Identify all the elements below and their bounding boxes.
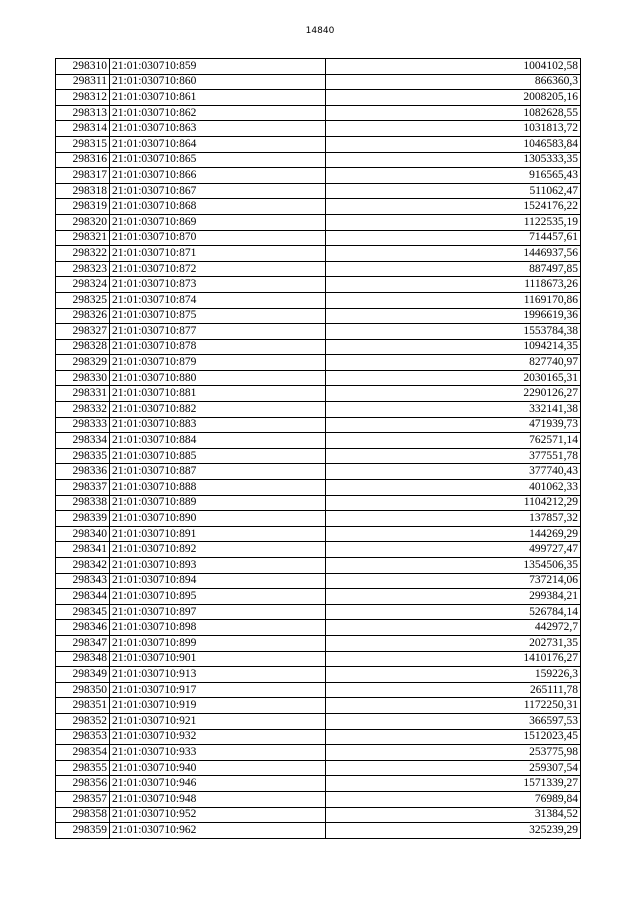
cadastral-value-cell: 1169170,86: [326, 292, 581, 308]
row-number-cell: 298332: [56, 402, 110, 418]
cadastral-value-cell: 511062,47: [326, 183, 581, 199]
table-row: [56, 480, 581, 496]
row-number-cell: 298346: [56, 620, 110, 636]
cadastral-value-cell: 144269,29: [326, 526, 581, 542]
table-row: [56, 59, 581, 75]
cadastral-number-cell: 21:01:030710:890: [110, 511, 326, 527]
table-row: [56, 105, 581, 121]
table-row: [56, 386, 581, 402]
row-number-cell: 298316: [56, 152, 110, 168]
row-number-cell: 298344: [56, 589, 110, 605]
table-row: [56, 277, 581, 293]
cadastral-number-cell: 21:01:030710:921: [110, 713, 326, 729]
cadastral-number-cell: 21:01:030710:897: [110, 604, 326, 620]
cadastral-number-cell: 21:01:030710:878: [110, 339, 326, 355]
cadastral-number-cell: 21:01:030710:871: [110, 246, 326, 262]
table-row: [56, 183, 581, 199]
table-row: [56, 464, 581, 480]
cadastral-value-cell: 1004102,58: [326, 59, 581, 75]
table-row: [56, 136, 581, 152]
cadastral-value-cell: 916565,43: [326, 168, 581, 184]
cadastral-number-cell: 21:01:030710:867: [110, 183, 326, 199]
cadastral-number-cell: 21:01:030710:946: [110, 776, 326, 792]
table-row: [56, 682, 581, 698]
cadastral-value-cell: 866360,3: [326, 74, 581, 90]
cadastral-number-cell: 21:01:030710:865: [110, 152, 326, 168]
cadastral-number-cell: 21:01:030710:884: [110, 433, 326, 449]
row-number-cell: 298329: [56, 355, 110, 371]
row-number-cell: 298330: [56, 370, 110, 386]
cadastral-value-cell: 1512023,45: [326, 729, 581, 745]
cadastral-value-cell: 2008205,16: [326, 90, 581, 106]
cadastral-value-cell: 526784,14: [326, 604, 581, 620]
row-number-cell: 298341: [56, 542, 110, 558]
cadastral-value-cell: 76989,84: [326, 791, 581, 807]
row-number-cell: 298342: [56, 558, 110, 574]
cadastral-value-cell: 202731,35: [326, 635, 581, 651]
row-number-cell: 298324: [56, 277, 110, 293]
cadastral-value-cell: 827740,97: [326, 355, 581, 371]
cadastral-value-cell: 471939,73: [326, 417, 581, 433]
cadastral-value-cell: 499727,47: [326, 542, 581, 558]
cadastral-number-cell: 21:01:030710:892: [110, 542, 326, 558]
table-row: [56, 246, 581, 262]
cadastral-value-cell: 259307,54: [326, 760, 581, 776]
cadastral-value-cell: 1118673,26: [326, 277, 581, 293]
table-row: [56, 511, 581, 527]
row-number-cell: 298337: [56, 480, 110, 496]
row-number-cell: 298338: [56, 495, 110, 511]
table-row: [56, 370, 581, 386]
cadastral-number-cell: 21:01:030710:894: [110, 573, 326, 589]
cadastral-value-cell: 1996619,36: [326, 308, 581, 324]
cadastral-value-cell: 1524176,22: [326, 199, 581, 215]
cadastral-number-cell: 21:01:030710:940: [110, 760, 326, 776]
row-number-cell: 298319: [56, 199, 110, 215]
row-number-cell: 298353: [56, 729, 110, 745]
cadastral-number-cell: 21:01:030710:877: [110, 324, 326, 340]
row-number-cell: 298352: [56, 713, 110, 729]
cadastral-value-cell: 442972,7: [326, 620, 581, 636]
cadastral-number-cell: 21:01:030710:875: [110, 308, 326, 324]
cadastral-number-cell: 21:01:030710:901: [110, 651, 326, 667]
cadastral-number-cell: 21:01:030710:864: [110, 136, 326, 152]
cadastral-value-cell: 366597,53: [326, 713, 581, 729]
row-number-cell: 298345: [56, 604, 110, 620]
cadastral-number-cell: 21:01:030710:885: [110, 448, 326, 464]
cadastral-value-cell: 887497,85: [326, 261, 581, 277]
table-row: [56, 807, 581, 823]
table-row: [56, 542, 581, 558]
table-row: [56, 74, 581, 90]
cadastral-value-cell: 401062,33: [326, 480, 581, 496]
row-number-cell: 298358: [56, 807, 110, 823]
table-row: [56, 620, 581, 636]
cadastral-value-cell: 1172250,31: [326, 698, 581, 714]
cadastral-value-cell: 1305333,35: [326, 152, 581, 168]
cadastral-value-cell: 377551,78: [326, 448, 581, 464]
cadastral-number-cell: 21:01:030710:873: [110, 277, 326, 293]
cadastral-value-cell: 1031813,72: [326, 121, 581, 137]
cadastral-number-cell: 21:01:030710:882: [110, 402, 326, 418]
table-row: [56, 651, 581, 667]
row-number-cell: 298348: [56, 651, 110, 667]
cadastral-value-cell: 1122535,19: [326, 214, 581, 230]
row-number-cell: 298312: [56, 90, 110, 106]
row-number-cell: 298351: [56, 698, 110, 714]
cadastral-number-cell: 21:01:030710:895: [110, 589, 326, 605]
cadastral-number-cell: 21:01:030710:860: [110, 74, 326, 90]
cadastral-number-cell: 21:01:030710:861: [110, 90, 326, 106]
cadastral-number-cell: 21:01:030710:893: [110, 558, 326, 574]
row-number-cell: 298335: [56, 448, 110, 464]
cadastral-value-cell: 377740,43: [326, 464, 581, 480]
row-number-cell: 298339: [56, 511, 110, 527]
cadastral-number-cell: 21:01:030710:919: [110, 698, 326, 714]
cadastral-number-cell: 21:01:030710:881: [110, 386, 326, 402]
table-row: [56, 261, 581, 277]
cadastral-value-cell: 332141,38: [326, 402, 581, 418]
table-row: [56, 760, 581, 776]
row-number-cell: 298315: [56, 136, 110, 152]
table-row: [56, 292, 581, 308]
cadastral-number-cell: 21:01:030710:898: [110, 620, 326, 636]
cadastral-number-cell: 21:01:030710:913: [110, 667, 326, 683]
cadastral-value-cell: 1553784,38: [326, 324, 581, 340]
row-number-cell: 298355: [56, 760, 110, 776]
cadastral-number-cell: 21:01:030710:891: [110, 526, 326, 542]
cadastral-value-cell: 1094214,35: [326, 339, 581, 355]
cadastral-number-cell: 21:01:030710:874: [110, 292, 326, 308]
table-row: [56, 121, 581, 137]
table-row: [56, 635, 581, 651]
table-row: [56, 417, 581, 433]
cadastral-value-cell: 1446937,56: [326, 246, 581, 262]
cadastral-number-cell: 21:01:030710:880: [110, 370, 326, 386]
row-number-cell: 298334: [56, 433, 110, 449]
row-number-cell: 298321: [56, 230, 110, 246]
cadastral-number-cell: 21:01:030710:872: [110, 261, 326, 277]
row-number-cell: 298354: [56, 745, 110, 761]
table-row: [56, 339, 581, 355]
table-row: [56, 152, 581, 168]
table-row: [56, 495, 581, 511]
cadastral-value-cell: 137857,32: [326, 511, 581, 527]
cadastral-value-cell: 1354506,35: [326, 558, 581, 574]
table-row: [56, 90, 581, 106]
cadastral-value-cell: 265111,78: [326, 682, 581, 698]
row-number-cell: 298325: [56, 292, 110, 308]
page-number: 14840: [305, 26, 335, 36]
row-number-cell: 298310: [56, 59, 110, 75]
table-row: [56, 667, 581, 683]
table-row: [56, 324, 581, 340]
row-number-cell: 298336: [56, 464, 110, 480]
row-number-cell: 298311: [56, 74, 110, 90]
table-row: [56, 823, 581, 839]
row-number-cell: 298340: [56, 526, 110, 542]
row-number-cell: 298323: [56, 261, 110, 277]
cadastral-number-cell: 21:01:030710:917: [110, 682, 326, 698]
cadastral-number-cell: 21:01:030710:869: [110, 214, 326, 230]
row-number-cell: 298320: [56, 214, 110, 230]
table-row: [56, 402, 581, 418]
table-row: [56, 448, 581, 464]
cadastral-value-cell: 714457,61: [326, 230, 581, 246]
row-number-cell: 298313: [56, 105, 110, 121]
cadastral-number-cell: 21:01:030710:932: [110, 729, 326, 745]
cadastral-value-table: [55, 58, 581, 839]
cadastral-value-cell: 299384,21: [326, 589, 581, 605]
cadastral-number-cell: 21:01:030710:899: [110, 635, 326, 651]
row-number-cell: 298333: [56, 417, 110, 433]
table-row: [56, 573, 581, 589]
cadastral-number-cell: 21:01:030710:948: [110, 791, 326, 807]
row-number-cell: 298331: [56, 386, 110, 402]
table-row: [56, 791, 581, 807]
cadastral-value-cell: 2290126,27: [326, 386, 581, 402]
cadastral-number-cell: 21:01:030710:883: [110, 417, 326, 433]
cadastral-value-cell: 253775,98: [326, 745, 581, 761]
table-row: [56, 199, 581, 215]
cadastral-value-cell: 1082628,55: [326, 105, 581, 121]
table-row: [56, 214, 581, 230]
cadastral-number-cell: 21:01:030710:870: [110, 230, 326, 246]
cadastral-number-cell: 21:01:030710:962: [110, 823, 326, 839]
row-number-cell: 298314: [56, 121, 110, 137]
row-number-cell: 298318: [56, 183, 110, 199]
cadastral-number-cell: 21:01:030710:862: [110, 105, 326, 121]
cadastral-number-cell: 21:01:030710:868: [110, 199, 326, 215]
cadastral-number-cell: 21:01:030710:933: [110, 745, 326, 761]
table-row: [56, 776, 581, 792]
table-row: [56, 230, 581, 246]
row-number-cell: 298317: [56, 168, 110, 184]
cadastral-number-cell: 21:01:030710:863: [110, 121, 326, 137]
table-body: [56, 59, 581, 839]
cadastral-value-cell: 31384,52: [326, 807, 581, 823]
cadastral-value-cell: 1104212,29: [326, 495, 581, 511]
row-number-cell: 298359: [56, 823, 110, 839]
cadastral-number-cell: 21:01:030710:952: [110, 807, 326, 823]
cadastral-value-cell: 1410176,27: [326, 651, 581, 667]
cadastral-value-cell: 737214,06: [326, 573, 581, 589]
table-row: [56, 589, 581, 605]
cadastral-number-cell: 21:01:030710:888: [110, 480, 326, 496]
row-number-cell: 298328: [56, 339, 110, 355]
table-row: [56, 355, 581, 371]
table-row: [56, 168, 581, 184]
row-number-cell: 298357: [56, 791, 110, 807]
cadastral-value-cell: 1046583,84: [326, 136, 581, 152]
cadastral-number-cell: 21:01:030710:879: [110, 355, 326, 371]
row-number-cell: 298326: [56, 308, 110, 324]
row-number-cell: 298322: [56, 246, 110, 262]
table-row: [56, 433, 581, 449]
table-row: [56, 308, 581, 324]
cadastral-value-cell: 762571,14: [326, 433, 581, 449]
row-number-cell: 298343: [56, 573, 110, 589]
cadastral-number-cell: 21:01:030710:889: [110, 495, 326, 511]
cadastral-value-cell: 1571339,27: [326, 776, 581, 792]
table-row: [56, 698, 581, 714]
row-number-cell: 298350: [56, 682, 110, 698]
row-number-cell: 298327: [56, 324, 110, 340]
cadastral-value-cell: 2030165,31: [326, 370, 581, 386]
row-number-cell: 298356: [56, 776, 110, 792]
cadastral-number-cell: 21:01:030710:887: [110, 464, 326, 480]
table-row: [56, 745, 581, 761]
row-number-cell: 298347: [56, 635, 110, 651]
cadastral-number-cell: 21:01:030710:866: [110, 168, 326, 184]
table-row: [56, 526, 581, 542]
cadastral-number-cell: 21:01:030710:859: [110, 59, 326, 75]
cadastral-value-cell: 159226,3: [326, 667, 581, 683]
table-row: [56, 713, 581, 729]
table-row: [56, 604, 581, 620]
row-number-cell: 298349: [56, 667, 110, 683]
table-row: [56, 729, 581, 745]
table-row: [56, 558, 581, 574]
cadastral-value-cell: 325239,29: [326, 823, 581, 839]
